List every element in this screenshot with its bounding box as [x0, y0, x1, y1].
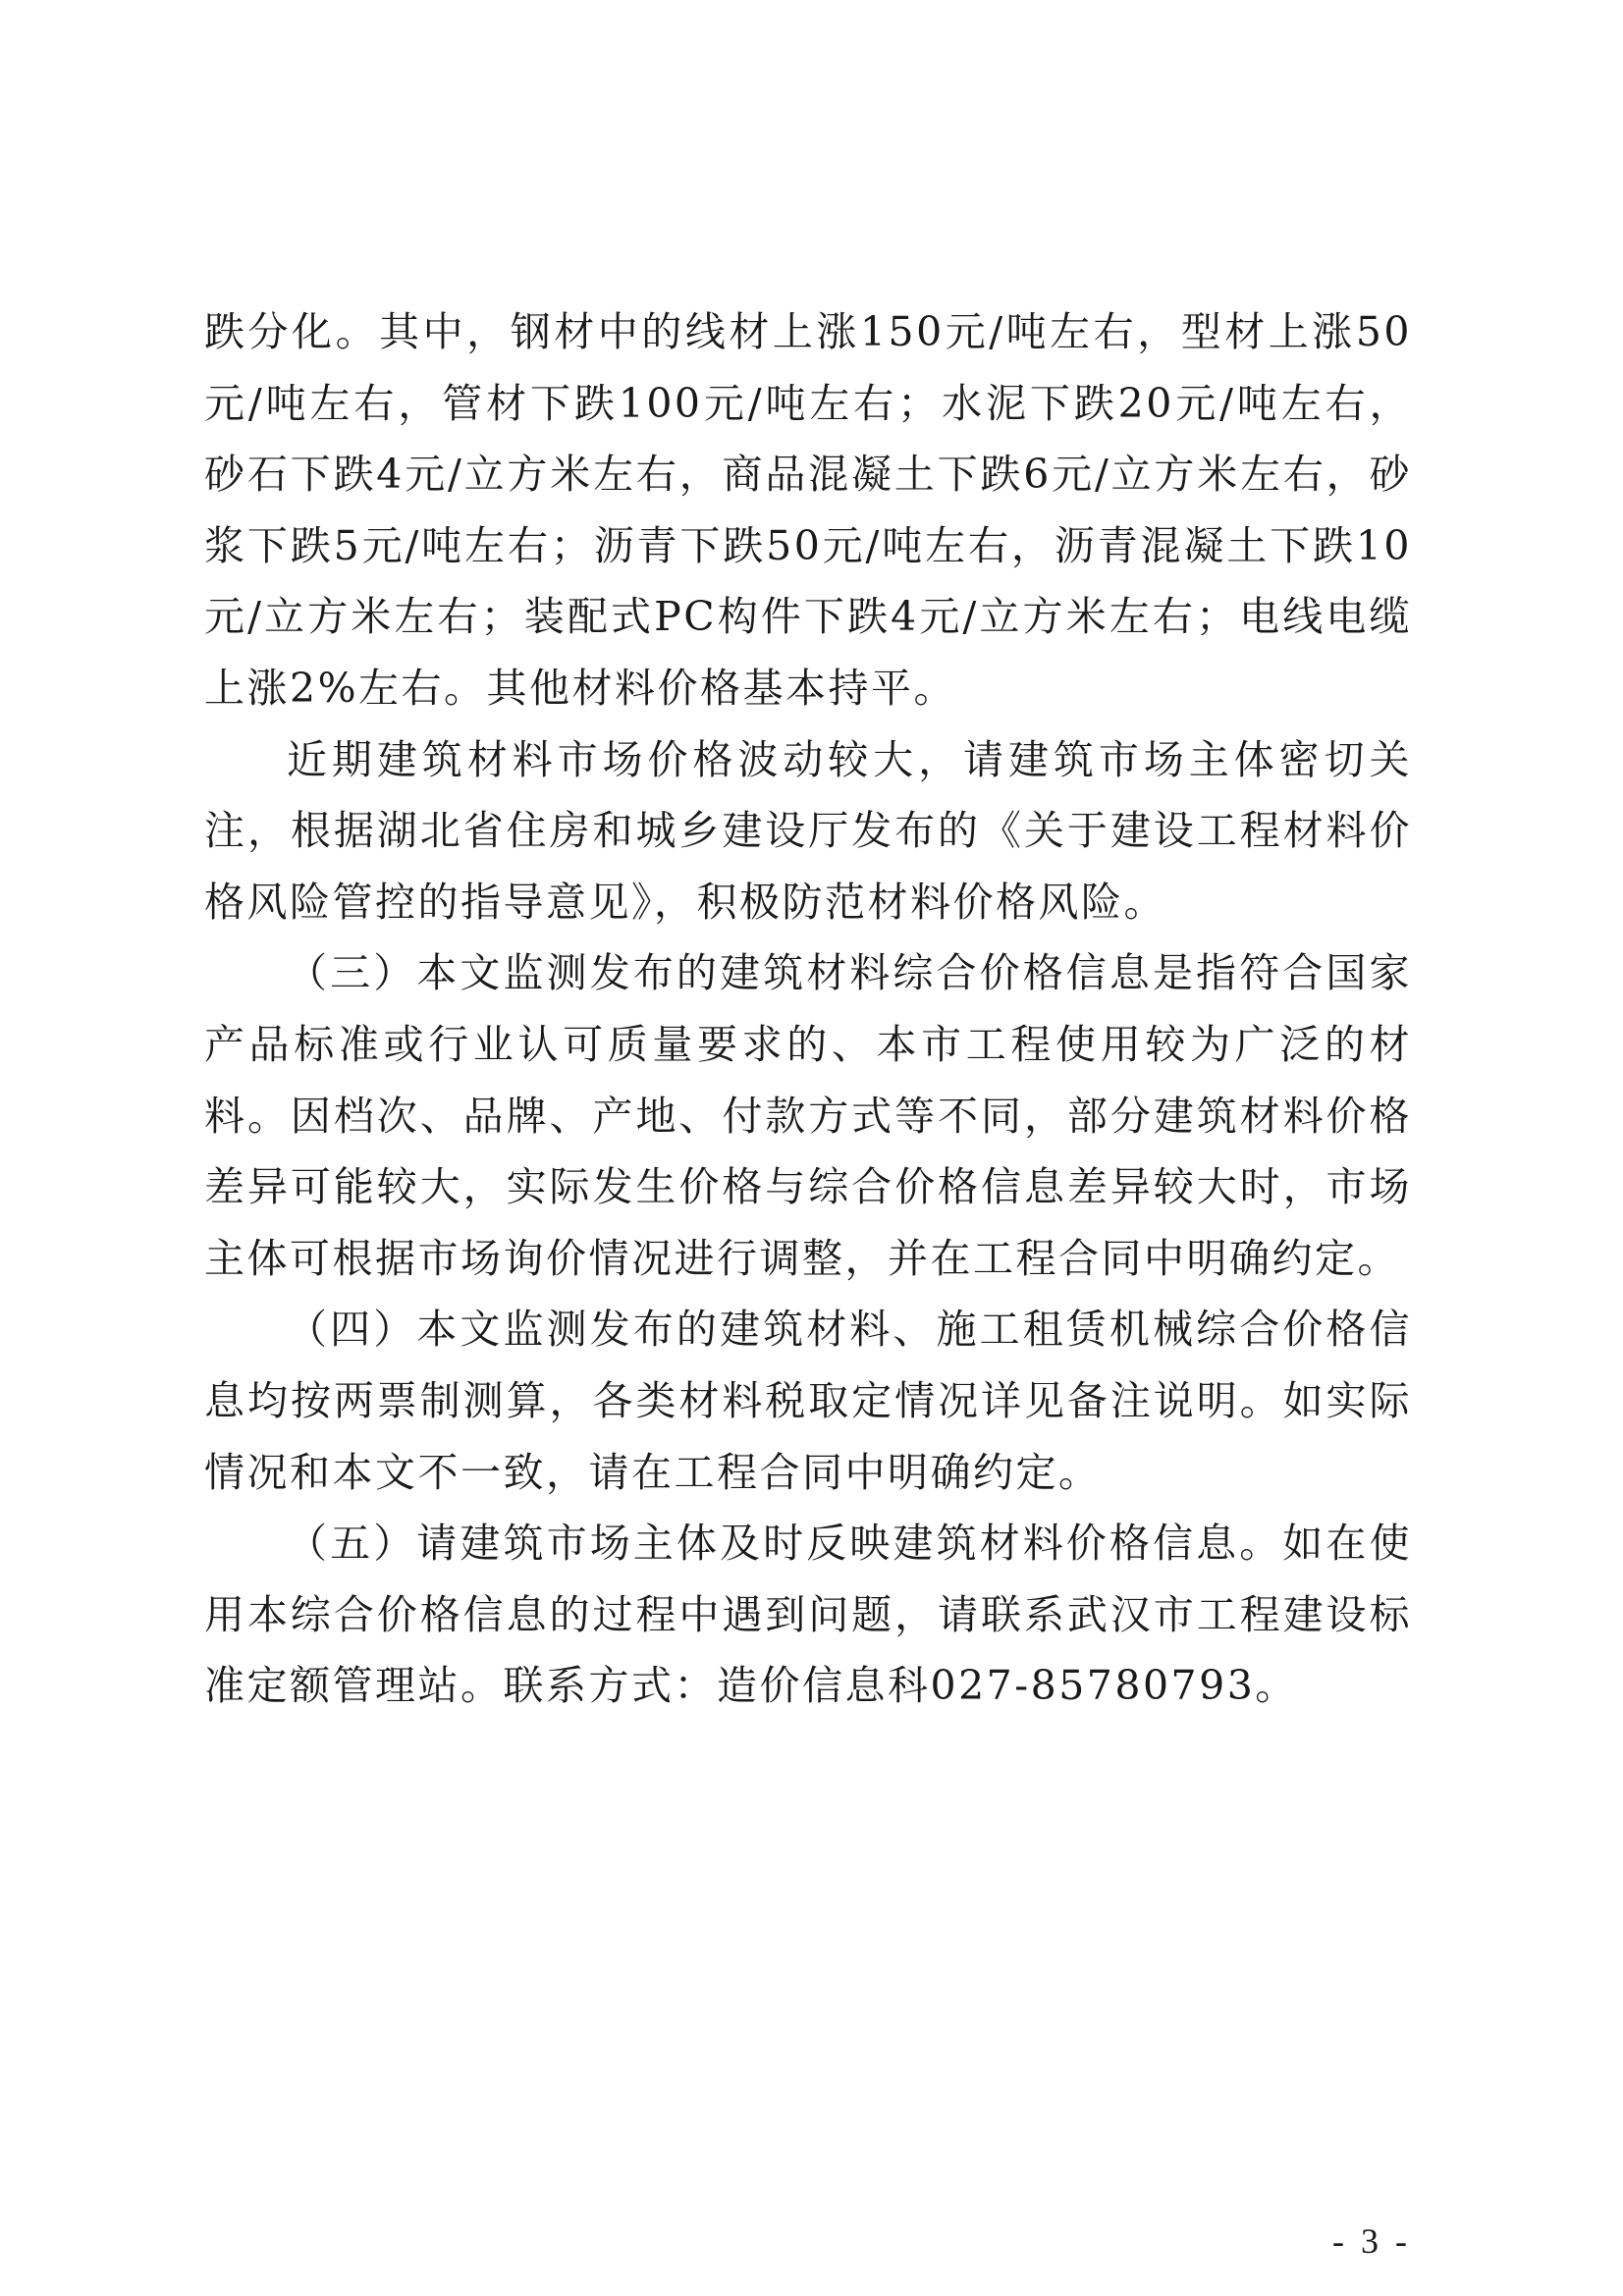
paragraph-price-changes: 跌分化。其中，钢材中的线材上涨150元/吨左右，型材上涨50元/吨左右，管材下跌100元/吨左右；水泥下跌20元/吨左右，砂石下跌4元/立方米左右，商品混凝土下跌6元/立方米左右，砂浆下跌5元/吨左右；沥青下跌50元/吨左右，沥青混凝土下跌10元/立方米左右；装配式PC构件下跌4元/立方米左右；电线电缆上涨2%左右。其他材料价格基本持平。 [204, 308, 1412, 712]
page-number: - 3 - [1332, 2221, 1411, 2261]
paragraph-item-five: （五）请建筑市场主体及时反映建筑材料价格信息。如在使用本综合价格信息的过程中遇到问题，请联系武汉市工程建设标准定额管理站。联系方式：造价信息科027-85780793。 [204, 1520, 1412, 1710]
document-body [204, 296, 1412, 1722]
paragraph-item-four: （四）本文监测发布的建筑材料、施工租赁机械综合价格信息均按两票制测算，各类材料税取定情况详见备注说明。如实际情况和本文不一致，请在工程合同中明确约定。 [204, 1306, 1412, 1496]
paragraph-risk-notice: 近期建筑材料市场价格波动较大，请建筑市场主体密切关注，根据湖北省住房和城乡建设厅发布的《关于建设工程材料价格风险管控的指导意见》，积极防范材料价格风险。 [204, 735, 1412, 926]
paragraph-item-three: （三）本文监测发布的建筑材料综合价格信息是指符合国家产品标准或行业认可质量要求的、本市工程使用较为广泛的材料。因档次、品牌、产地、付款方式等不同，部分建筑材料价格差异可能较大，实际发生价格与综合价格信息差异较大时，市场主体可根据市场询价情况进行调整，并在工程合同中明确约定。 [204, 949, 1412, 1282]
